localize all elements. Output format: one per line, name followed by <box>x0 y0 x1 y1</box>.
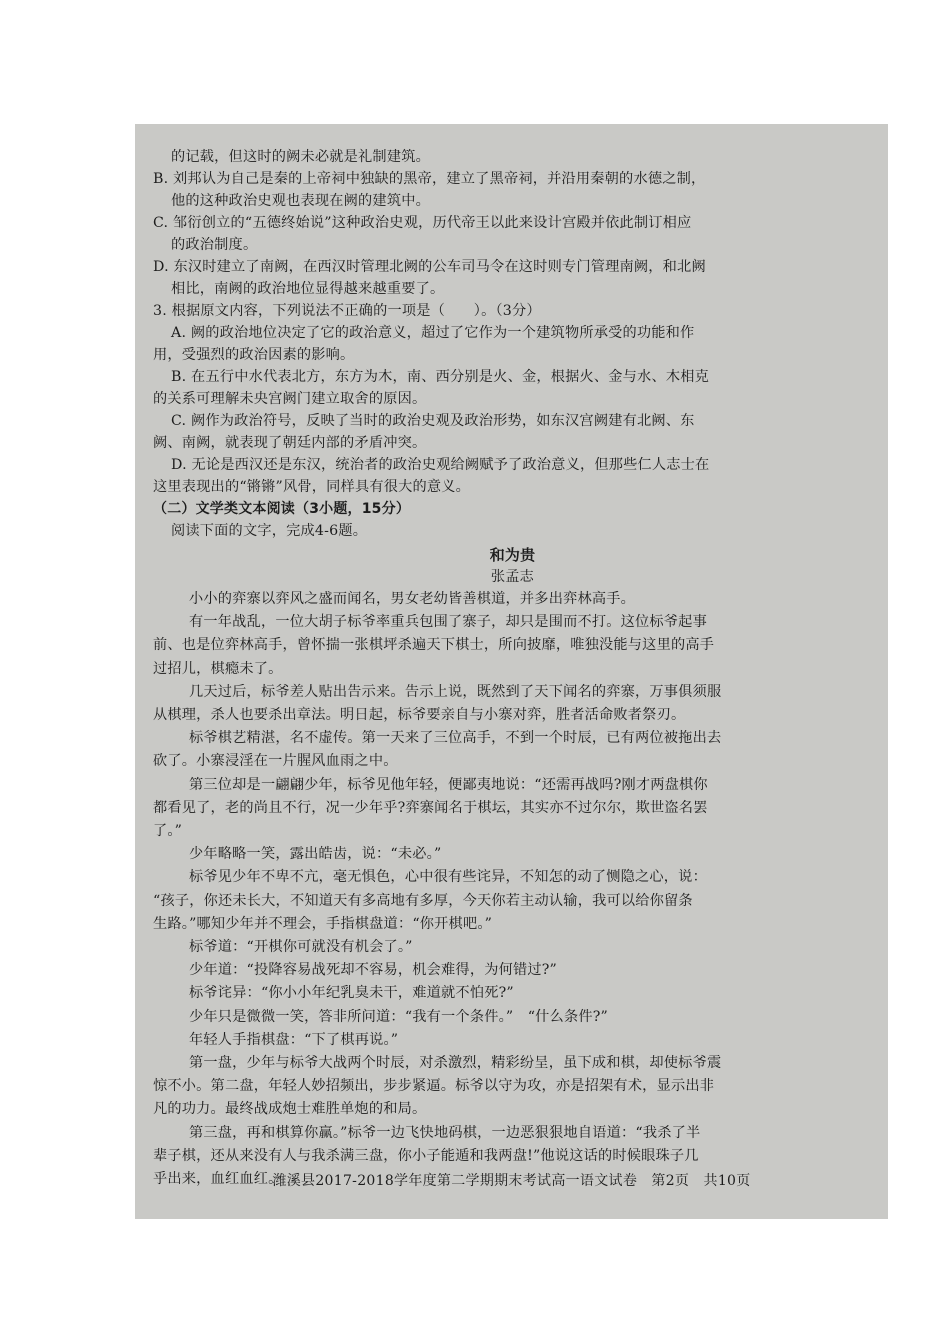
option-c-line: C. 邹衍创立的“五德终始说”这种政治史观，历代帝王以此来设计宫殿并依此制订相应 <box>153 215 692 231</box>
q3-option-c: C. 阙作为政治符号，反映了当时的政治史观及政治形势，如东汉宫阙建有北阙、东 <box>171 413 695 429</box>
text-line: 的政治制度。 <box>171 237 258 253</box>
story-line: 过招儿，棋瘾未了。 <box>153 660 283 677</box>
story-line: 标爷诧异：“你小小年纪乳臭未干，难道就不怕死?” <box>189 985 514 1002</box>
story-title: 和为贵 <box>489 546 536 564</box>
story-line: 生路。”哪知少年并不理会，手指棋盘道：“你开棋吧。” <box>153 915 493 932</box>
story-line: 第三盘，再和棋算你赢。”标爷一边飞快地码棋，一边恶狠狠地自语道：“我杀了半 <box>189 1124 701 1141</box>
story-line: 辈子棋，还从来没有人与我杀满三盘，你小子能遁和我两盘!”他说这话的时候眼珠子几 <box>153 1147 699 1164</box>
story-line: 少年道：“投降容易战死却不容易，机会难得，为何错过?” <box>189 962 558 979</box>
text-line: 用，受强烈的政治因素的影响。 <box>153 347 355 363</box>
story-line: 几天过后，标爷差人贴出告示来。告示上说，既然到了天下闻名的弈寨，万事俱须服 <box>189 683 722 700</box>
exam-page-scan <box>135 124 888 1219</box>
page-footer: 潍溪县2017-2018学年度第二学期期末考试高一语文试卷 第2页 共10页 <box>272 1173 751 1189</box>
story-line: 有一年战乱，一位大胡子标爷率重兵包围了寨子，却只是围而不打。这位标爷起事 <box>189 614 707 631</box>
text-line: 的记载，但这时的阙未必就是礼制建筑。 <box>171 149 430 165</box>
story-line: 第三位却是一翩翩少年，标爷见他年轻，便鄙夷地说：“还需再战吗?刚才两盘棋你 <box>189 776 708 793</box>
q3-option-a: A. 阙的政治地位决定了它的政治意义，超过了它作为一个建筑物所承受的功能和作 <box>171 325 695 341</box>
story-line: 砍了。小寨浸淫在一片腥风血雨之中。 <box>153 753 398 770</box>
story-line: 凡的功力。最终战成炮士难胜单炮的和局。 <box>153 1101 427 1118</box>
story-line: 标爷道：“开棋你可就没有机会了。” <box>189 939 413 956</box>
story-line: 了。” <box>153 823 183 840</box>
story-line: 前、也是位弈林高手，曾怀揣一张棋坪杀遍天下棋士，所向披靡，唯独没能与这里的高手 <box>153 637 715 654</box>
story-body <box>153 588 872 1191</box>
story-line: 少年略略一笑，露出皓齿，说：“未必。” <box>189 846 442 863</box>
story-line: 标爷见少年不卑不亢，毫无惧色，心中很有些诧异，不知怎的动了恻隐之心，说： <box>189 869 707 886</box>
story-line: 第一盘，少年与标爷大战两个时辰，对杀激烈，精彩纷呈，虽下成和棋，却使标爷震 <box>189 1055 722 1072</box>
story-line: 年轻人手指棋盘：“下了棋再说。” <box>189 1031 399 1048</box>
text-line: 相比，南阙的政治地位显得越来越重要了。 <box>171 281 445 297</box>
option-d-line: D. 东汉时建立了南阙，在西汉时管理北阙的公车司马令在这时则专门管理南阙，和北阙 <box>153 259 706 275</box>
section-heading: （二）文学类文本阅读（3小题，15分） <box>153 501 411 517</box>
story-line: “孩子，你还未长大，不知道天有多高地有多厚，今天你若主动认输，我可以给你留条 <box>153 892 693 909</box>
question-3: 3. 根据原文内容，下列说法不正确的一项是（ ）。（3分） <box>153 303 541 319</box>
story-line: 少年只是微微一笑，答非所问道：“我有一个条件。” “什么条件?” <box>189 1008 608 1025</box>
story-line: 惊不小。第二盘，年轻人妙招频出，步步紧逼。标爷以守为攻，亦是招架有术，显示出非 <box>153 1078 715 1095</box>
story-line: 标爷棋艺精湛，名不虚传。第一天来了三位高手，不到一个时辰，已有两位被拖出去 <box>189 730 722 747</box>
story-line: 小小的弈寨以弈风之盛而闻名，男女老幼皆善棋道，并多出弈林高手。 <box>189 591 636 607</box>
text-line: 这里表现出的“锵锵”风骨，同样具有很大的意义。 <box>153 479 471 495</box>
story-line: 乎出来，血红血红。 <box>153 1171 283 1188</box>
story-line: 从棋理，杀人也要杀出章法。明日起，标爷要亲自与小寨对弈，胜者活命败者祭刃。 <box>153 707 686 724</box>
story-author: 张孟志 <box>490 569 535 585</box>
option-b-line: B. 刘邦认为自己是秦的上帝祠中独缺的黑帝，建立了黑帝祠，并沿用秦朝的水德之制， <box>153 171 706 187</box>
text-line: 他的这种政治史观也表现在阙的建筑中。 <box>171 193 430 209</box>
story-line: 都看见了，老的尚且不行，况一少年乎?弈寨闻名于棋坛，其实亦不过尔尔，欺世盗名罢 <box>153 799 708 816</box>
text-line: 的关系可理解未央宫阙门建立取舍的原因。 <box>153 391 427 407</box>
reading-instruction: 阅读下面的文字，完成4-6题。 <box>171 523 368 539</box>
text-line: 阙、南阙，就表现了朝廷内部的矛盾冲突。 <box>153 435 427 451</box>
q3-option-d: D. 无论是西汉还是东汉，统治者的政治史观给阙赋予了政治意义，但那些仁人志士在 <box>171 457 710 473</box>
page-content <box>153 146 872 1191</box>
q3-option-b: B. 在五行中水代表北方，东方为木，南、西分别是火、金，根据火、金与水、木相克 <box>171 369 709 385</box>
